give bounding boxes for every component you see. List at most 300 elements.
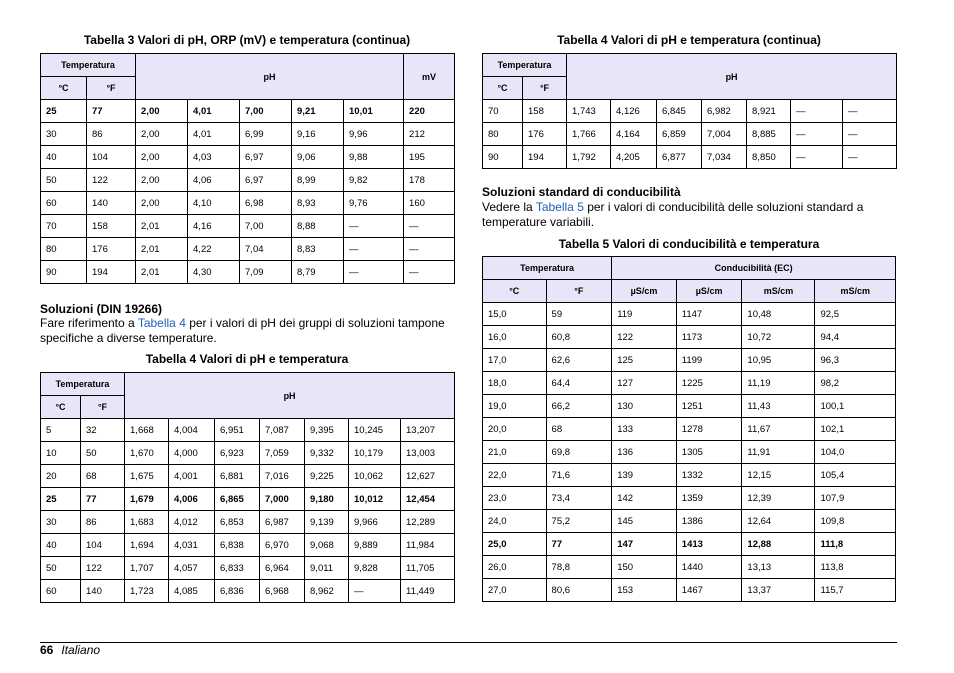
cond-text-after: per i valori di conducibilità delle soluzioni standard a temperature variabili.: [482, 200, 864, 229]
table-cell: 9,889: [349, 534, 401, 557]
table-cell: 11,67: [742, 418, 815, 441]
table-cell: 4,001: [169, 465, 215, 488]
table-cell: 4,22: [188, 238, 240, 261]
table-cell: 9,82: [344, 169, 404, 192]
table-cell: 50: [41, 557, 81, 580]
table-cell: 7,059: [260, 442, 305, 465]
table-cell: 8,921: [747, 100, 791, 123]
table-row: [483, 487, 896, 510]
table-row: [483, 533, 896, 556]
table-cell: 80: [41, 238, 87, 261]
din-section-text: [40, 316, 460, 345]
table-cell: 6,982: [702, 100, 747, 123]
table-cell: 30: [41, 123, 87, 146]
table-cell: 6,853: [215, 511, 260, 534]
table-cell: 12,289: [401, 511, 455, 534]
table4-continued: [482, 53, 897, 169]
table-cell: 9,011: [305, 557, 349, 580]
table-cell: 176: [87, 238, 136, 261]
header-mv: mV: [404, 54, 455, 100]
table-cell: 6,877: [657, 146, 702, 169]
table-cell: 4,30: [188, 261, 240, 284]
header-fahrenheit: °F: [87, 77, 136, 100]
table-cell: 4,057: [169, 557, 215, 580]
header-us-cm-1: µS/cm: [612, 280, 677, 303]
header-conducibilita: Conducibilità (EC): [612, 257, 896, 280]
table-cell: 20: [41, 465, 81, 488]
table-cell: 25: [41, 100, 87, 123]
table-cell: 69,8: [546, 441, 612, 464]
table-cell: 6,833: [215, 557, 260, 580]
table-cell: 11,449: [401, 580, 455, 603]
table-cell: —: [843, 146, 897, 169]
table-cell: 212: [404, 123, 455, 146]
table-row: [41, 100, 455, 123]
table-cell: 142: [612, 487, 677, 510]
table-cell: —: [349, 580, 401, 603]
table-cell: 59: [546, 303, 612, 326]
table-cell: 25,0: [483, 533, 547, 556]
table-cell: 102,1: [815, 418, 896, 441]
table-cell: 140: [81, 580, 125, 603]
table-cell: 13,003: [401, 442, 455, 465]
table-cell: 25: [41, 488, 81, 511]
table-cell: 4,012: [169, 511, 215, 534]
table-cell: 11,91: [742, 441, 815, 464]
table-cell: 6,968: [260, 580, 305, 603]
table-row: [483, 556, 896, 579]
table-cell: 1173: [676, 326, 742, 349]
table-cell: 6,923: [215, 442, 260, 465]
table-cell: 6,970: [260, 534, 305, 557]
table-cell: 8,83: [292, 238, 344, 261]
table-cell: 10,179: [349, 442, 401, 465]
table-cell: —: [791, 100, 843, 123]
table-cell: 140: [87, 192, 136, 215]
table-cell: 96,3: [815, 349, 896, 372]
table-cell: 8,79: [292, 261, 344, 284]
table-cell: 75,2: [546, 510, 612, 533]
table-cell: 7,087: [260, 419, 305, 442]
table-cell: 40: [41, 146, 87, 169]
table-cell: 195: [404, 146, 455, 169]
table-cell: —: [791, 146, 843, 169]
table-row: [483, 395, 896, 418]
table-cell: 2,01: [136, 215, 188, 238]
table-cell: 10,245: [349, 419, 401, 442]
table-cell: —: [344, 261, 404, 284]
table-cell: 1305: [676, 441, 742, 464]
table-cell: 22,0: [483, 464, 547, 487]
table-cell: 7,09: [240, 261, 292, 284]
table-cell: 11,705: [401, 557, 455, 580]
table-cell: 1359: [676, 487, 742, 510]
table-cell: 105,4: [815, 464, 896, 487]
header-temperatura: Temperatura: [483, 257, 612, 280]
table-cell: 9,332: [305, 442, 349, 465]
table-row: [41, 534, 455, 557]
header-celsius: °C: [483, 280, 547, 303]
table-cell: 1,707: [125, 557, 169, 580]
table-cell: 2,00: [136, 192, 188, 215]
table-cell: 1,723: [125, 580, 169, 603]
table-cell: 122: [81, 557, 125, 580]
table-cell: 68: [546, 418, 612, 441]
table-cell: 8,962: [305, 580, 349, 603]
table-cell: 1225: [676, 372, 742, 395]
table-cell: 6,951: [215, 419, 260, 442]
table-row: [483, 372, 896, 395]
table-cell: 119: [612, 303, 677, 326]
table-cell: 77: [81, 488, 125, 511]
table-cell: 4,126: [611, 100, 657, 123]
table4: [40, 372, 455, 603]
table-cell: 127: [612, 372, 677, 395]
table-row: [41, 146, 455, 169]
table-cell: 12,454: [401, 488, 455, 511]
header-us-cm-2: µS/cm: [676, 280, 742, 303]
table4-cont-caption: Tabella 4 Valori di pH e temperatura (continua): [557, 33, 821, 47]
table-cell: 60: [41, 580, 81, 603]
table-cell: 6,98: [240, 192, 292, 215]
table-cell: 10: [41, 442, 81, 465]
table-cell: 6,964: [260, 557, 305, 580]
table-cell: 9,180: [305, 488, 349, 511]
table-cell: 1467: [676, 579, 742, 602]
table-cell: 80: [483, 123, 523, 146]
table-cell: 147: [612, 533, 677, 556]
table-cell: 153: [612, 579, 677, 602]
table4-link[interactable]: Tabella 4: [137, 316, 186, 330]
table-cell: 1,694: [125, 534, 169, 557]
table-cell: 1386: [676, 510, 742, 533]
table-cell: 11,19: [742, 372, 815, 395]
table-cell: 109,8: [815, 510, 896, 533]
table-cell: 8,88: [292, 215, 344, 238]
table-row: [41, 557, 455, 580]
table-cell: 7,00: [240, 100, 292, 123]
table-cell: 1,683: [125, 511, 169, 534]
header-temperatura: Temperatura: [41, 54, 136, 77]
table-row: [483, 146, 897, 169]
table-cell: —: [843, 100, 897, 123]
table-row: [483, 510, 896, 533]
table-cell: 10,062: [349, 465, 401, 488]
table-cell: 27,0: [483, 579, 547, 602]
table-cell: 104,0: [815, 441, 896, 464]
table-row: [41, 419, 455, 442]
table-cell: 9,828: [349, 557, 401, 580]
table-cell: 73,4: [546, 487, 612, 510]
table-row: [483, 579, 896, 602]
table-cell: 1147: [676, 303, 742, 326]
table-cell: —: [404, 261, 455, 284]
table-cell: 122: [612, 326, 677, 349]
footer-language: Italiano: [61, 643, 101, 657]
table-row: [41, 580, 455, 603]
table-cell: 100,1: [815, 395, 896, 418]
table-cell: 6,845: [657, 100, 702, 123]
table-cell: 9,139: [305, 511, 349, 534]
table-cell: 18,0: [483, 372, 547, 395]
table-cell: 6,865: [215, 488, 260, 511]
table-cell: 1332: [676, 464, 742, 487]
table-cell: 64,4: [546, 372, 612, 395]
table-row: [483, 418, 896, 441]
table3: [40, 53, 455, 284]
table-cell: 2,00: [136, 123, 188, 146]
table-cell: 92,5: [815, 303, 896, 326]
table-cell: 77: [546, 533, 612, 556]
table-cell: 6,838: [215, 534, 260, 557]
table-cell: 104: [81, 534, 125, 557]
table-cell: 150: [612, 556, 677, 579]
table-cell: 6,836: [215, 580, 260, 603]
table-cell: 9,21: [292, 100, 344, 123]
table-cell: 1,792: [567, 146, 611, 169]
table-cell: 7,004: [702, 123, 747, 146]
table-cell: 2,00: [136, 169, 188, 192]
table-cell: 94,4: [815, 326, 896, 349]
table-cell: 1,668: [125, 419, 169, 442]
table-cell: 1,679: [125, 488, 169, 511]
table-cell: 60: [41, 192, 87, 215]
table-cell: 6,987: [260, 511, 305, 534]
table-cell: 9,966: [349, 511, 401, 534]
table-cell: —: [344, 238, 404, 261]
table-cell: 10,01: [344, 100, 404, 123]
header-temperatura: Temperatura: [483, 54, 567, 77]
table-cell: 194: [523, 146, 567, 169]
header-celsius: °C: [483, 77, 523, 100]
cond-text-before: Vedere la: [482, 200, 536, 214]
table-cell: —: [791, 123, 843, 146]
table-cell: 71,6: [546, 464, 612, 487]
table-cell: 30: [41, 511, 81, 534]
table-cell: 8,850: [747, 146, 791, 169]
table-cell: 8,885: [747, 123, 791, 146]
table-cell: 7,000: [260, 488, 305, 511]
table-row: [483, 464, 896, 487]
table-cell: —: [404, 215, 455, 238]
table-cell: 4,10: [188, 192, 240, 215]
table-cell: 12,88: [742, 533, 815, 556]
table-cell: 78,8: [546, 556, 612, 579]
din-text-before: Fare riferimento a: [40, 316, 138, 330]
table-cell: 136: [612, 441, 677, 464]
table-cell: 6,97: [240, 169, 292, 192]
table-cell: 24,0: [483, 510, 547, 533]
table-row: [41, 442, 455, 465]
table-cell: 7,04: [240, 238, 292, 261]
header-ms-cm-2: mS/cm: [815, 280, 896, 303]
table-cell: 40: [41, 534, 81, 557]
table-cell: 9,76: [344, 192, 404, 215]
table-cell: 1,766: [567, 123, 611, 146]
table-cell: 9,88: [344, 146, 404, 169]
table-cell: 2,01: [136, 238, 188, 261]
table-row: [483, 441, 896, 464]
table-cell: 12,39: [742, 487, 815, 510]
table-cell: 86: [81, 511, 125, 534]
table-cell: 4,16: [188, 215, 240, 238]
table-cell: 139: [612, 464, 677, 487]
table-cell: 220: [404, 100, 455, 123]
table-cell: 90: [41, 261, 87, 284]
table-row: [41, 192, 455, 215]
table-cell: 1251: [676, 395, 742, 418]
table-cell: 86: [87, 123, 136, 146]
table-cell: 178: [404, 169, 455, 192]
table-cell: 8,99: [292, 169, 344, 192]
table-row: [41, 169, 455, 192]
table-cell: 1,675: [125, 465, 169, 488]
table-cell: 1,743: [567, 100, 611, 123]
header-temperatura: Temperatura: [41, 373, 125, 396]
table-cell: 4,164: [611, 123, 657, 146]
table-cell: 122: [87, 169, 136, 192]
table-cell: 104: [87, 146, 136, 169]
table-cell: 6,881: [215, 465, 260, 488]
cond-section-text: [482, 200, 902, 229]
table-cell: 21,0: [483, 441, 547, 464]
table-cell: 50: [41, 169, 87, 192]
table-cell: 107,9: [815, 487, 896, 510]
table-cell: 176: [523, 123, 567, 146]
table-cell: 4,085: [169, 580, 215, 603]
header-celsius: °C: [41, 396, 81, 419]
table-cell: 60,8: [546, 326, 612, 349]
table-cell: 50: [81, 442, 125, 465]
table-cell: 1,670: [125, 442, 169, 465]
table-cell: 32: [81, 419, 125, 442]
table-cell: 90: [483, 146, 523, 169]
table-cell: 9,96: [344, 123, 404, 146]
table-cell: 9,06: [292, 146, 344, 169]
table5-caption: Tabella 5 Valori di conducibilità e temperatura: [558, 237, 820, 251]
din-section-title: Soluzioni (DIN 19266): [40, 302, 163, 316]
table-cell: 12,627: [401, 465, 455, 488]
table-row: [41, 511, 455, 534]
table-cell: 12,64: [742, 510, 815, 533]
table-cell: 13,37: [742, 579, 815, 602]
header-ph: pH: [125, 373, 455, 419]
table-cell: 158: [87, 215, 136, 238]
table-row: [483, 349, 896, 372]
table-cell: 68: [81, 465, 125, 488]
table-cell: 23,0: [483, 487, 547, 510]
table-cell: 19,0: [483, 395, 547, 418]
table-cell: 15,0: [483, 303, 547, 326]
table-cell: 1413: [676, 533, 742, 556]
table-cell: 194: [87, 261, 136, 284]
page-number: 66: [40, 643, 54, 657]
table-cell: 125: [612, 349, 677, 372]
table-row: [483, 123, 897, 146]
table-row: [483, 100, 897, 123]
table5-link[interactable]: Tabella 5: [535, 200, 584, 214]
table-cell: 17,0: [483, 349, 547, 372]
table-row: [41, 215, 455, 238]
table-cell: 158: [523, 100, 567, 123]
table-cell: 11,984: [401, 534, 455, 557]
table-cell: 2,01: [136, 261, 188, 284]
table-cell: 4,004: [169, 419, 215, 442]
header-fahrenheit: °F: [523, 77, 567, 100]
table-cell: 130: [612, 395, 677, 418]
table-cell: 7,034: [702, 146, 747, 169]
table-cell: 4,01: [188, 123, 240, 146]
cond-section-title: Soluzioni standard di conducibilità: [482, 185, 681, 199]
table-cell: 1199: [676, 349, 742, 372]
din-text-after: per i valori di pH dei gruppi di soluzioni tampone specifiche a diverse temperature.: [40, 316, 445, 345]
table-cell: 9,068: [305, 534, 349, 557]
table-cell: 4,031: [169, 534, 215, 557]
table-cell: 62,6: [546, 349, 612, 372]
table-cell: 16,0: [483, 326, 547, 349]
header-celsius: °C: [41, 77, 87, 100]
table-cell: 70: [41, 215, 87, 238]
table-cell: —: [344, 215, 404, 238]
footer-rule: [40, 642, 897, 643]
table-cell: 7,00: [240, 215, 292, 238]
table-row: [483, 326, 896, 349]
table-row: [41, 261, 455, 284]
table-cell: 10,95: [742, 349, 815, 372]
table-cell: 6,97: [240, 146, 292, 169]
header-fahrenheit: °F: [546, 280, 612, 303]
table-cell: 8,93: [292, 192, 344, 215]
table-cell: 6,99: [240, 123, 292, 146]
header-ms-cm-1: mS/cm: [742, 280, 815, 303]
table-cell: 4,06: [188, 169, 240, 192]
header-ph: pH: [567, 54, 897, 100]
table-cell: 1278: [676, 418, 742, 441]
table-cell: 9,225: [305, 465, 349, 488]
header-fahrenheit: °F: [81, 396, 125, 419]
table-cell: 98,2: [815, 372, 896, 395]
table-cell: 160: [404, 192, 455, 215]
table-cell: 5: [41, 419, 81, 442]
table-cell: 77: [87, 100, 136, 123]
table-cell: 20,0: [483, 418, 547, 441]
table-cell: 9,16: [292, 123, 344, 146]
table-row: [41, 488, 455, 511]
table-cell: 4,006: [169, 488, 215, 511]
table-cell: 11,43: [742, 395, 815, 418]
table-cell: 6,859: [657, 123, 702, 146]
table-cell: 26,0: [483, 556, 547, 579]
page-footer: [40, 643, 100, 657]
table-cell: 4,03: [188, 146, 240, 169]
table-row: [41, 238, 455, 261]
table-cell: 4,01: [188, 100, 240, 123]
table-cell: 70: [483, 100, 523, 123]
table-cell: 9,395: [305, 419, 349, 442]
table-cell: 13,13: [742, 556, 815, 579]
table-row: [41, 123, 455, 146]
table-cell: 10,72: [742, 326, 815, 349]
table-cell: 115,7: [815, 579, 896, 602]
table-row: [41, 465, 455, 488]
table-cell: 111,8: [815, 533, 896, 556]
table-cell: 66,2: [546, 395, 612, 418]
table5: [482, 256, 896, 602]
table-cell: 2,00: [136, 100, 188, 123]
table-cell: 10,012: [349, 488, 401, 511]
table-cell: 80,6: [546, 579, 612, 602]
table-cell: 113,8: [815, 556, 896, 579]
